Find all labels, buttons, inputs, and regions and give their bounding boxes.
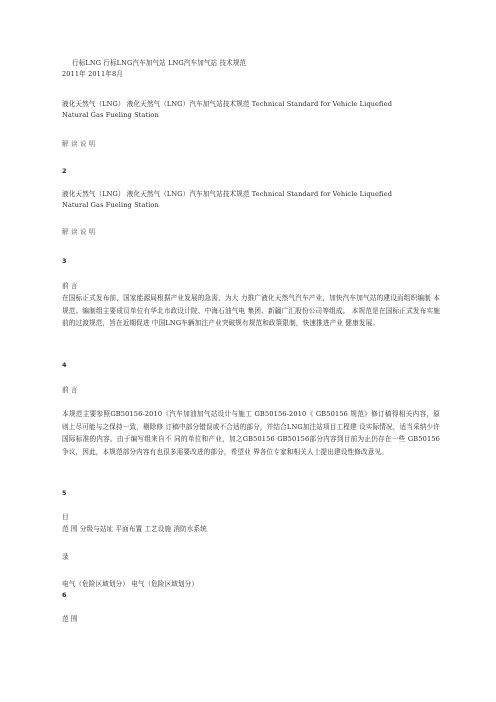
section-title-line2: Natural Gas Fueling Station — [62, 111, 159, 119]
preface-body: 本规范主要参照GB50156-2010《汽车加油加气站设计与施工 GB50156-2010《 GB50156 规范》修订稿得相关内容，原则上尽可能与之保持一致，剔除修 订稿中部分错误或不合适的部分，并结合LNG加注站项目工程建 设实际情况，适当采纳少许国际标准的内容。由于编写组来自不 同的单位和产业，加之GB50156 GB50156部分内容到目前为止仍存在一些 GB50156 争议，因此，本规范部分内容有也很多需要改进的部分，希望业 界各位专家和相关人士提出建设性修改意见。 — [62, 410, 440, 456]
preface-heading: 前 言 — [62, 282, 78, 290]
toc-line: 范 围 分级与站址 平面布置 工艺设施 消防水系统 — [62, 525, 207, 533]
page-number-4: 4 — [62, 361, 67, 369]
page-number-6: 6 — [62, 591, 67, 599]
toc-heading: 目 — [62, 513, 69, 521]
section-title-line2: Natural Gas Fueling Station — [62, 201, 159, 209]
page-number-2: 2 — [62, 167, 67, 175]
preface-heading: 前 言 — [62, 386, 78, 394]
section-title-line1: 液化天然气（LNG） 液化天然气（LNG）汽车加气站技术规范 Technical Standard for Vehicle Liquefied — [62, 100, 393, 108]
page-number-3: 3 — [62, 257, 67, 265]
toc-heading: 录 — [62, 553, 69, 561]
page-number-5: 5 — [62, 489, 67, 497]
section-subtitle: 解 读 说 明 — [62, 228, 96, 236]
header-title: 行标LNG 行标LNG汽车加气站 LNG汽车加气站 技术规范 — [72, 59, 247, 67]
toc-line: 电气（危险区域划分） 电气（危险区域划分） — [62, 580, 199, 588]
preface-body: 在国标正式发布前，国家能源局根据产业发展的急需，为大 力推广液化天然气汽车产业，加快汽车加气站的建设而组织编制 本规范。编制组主要成员单位有华北市政设计院、中海石油气电 集团、新疆广汇股份公司等组成。 本规范是在国标正式发布实施前的过渡规范，旨在近期促进 中国LNG车辆加注产业突破规有规范和政策限制，快速推进产业 健康发展。 — [62, 294, 440, 328]
header-date: 2011年 2011年8月 — [62, 70, 123, 78]
scope-heading: 范 围 — [62, 615, 78, 623]
section-title-line1: 液化天然气（LNG） 液化天然气（LNG）汽车加气站技术规范 Technical Standard for Vehicle Liquefied — [62, 190, 393, 198]
section-subtitle: 解 读 说 明 — [62, 140, 96, 148]
